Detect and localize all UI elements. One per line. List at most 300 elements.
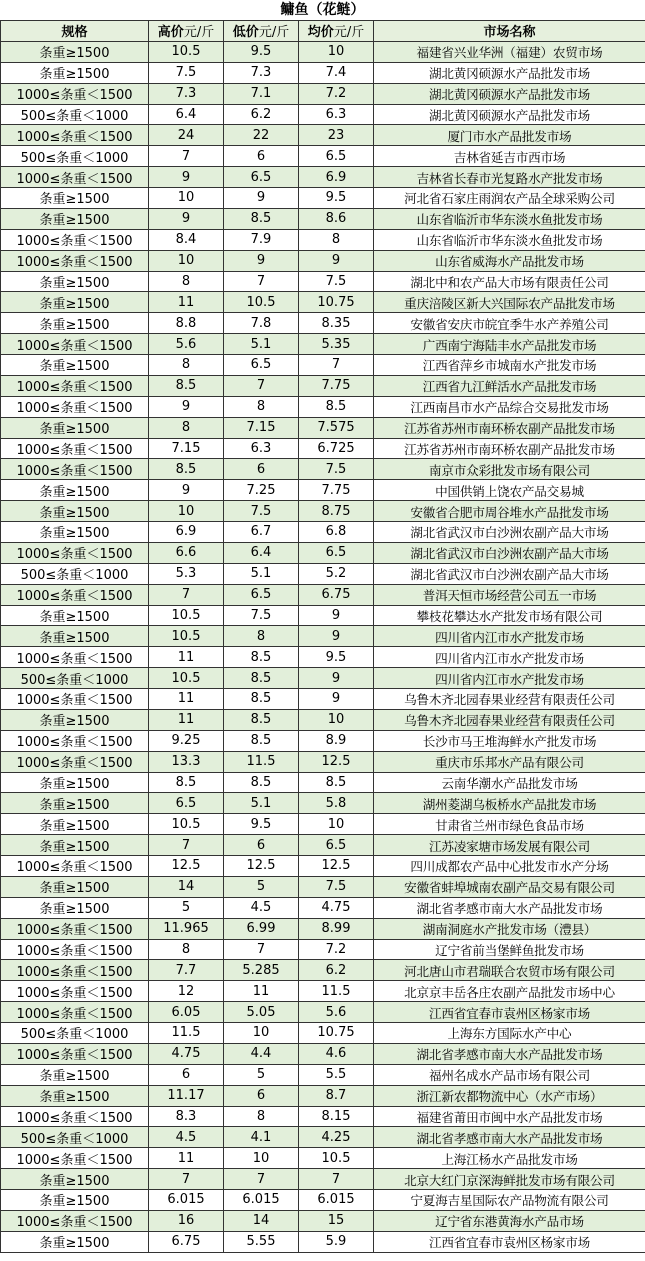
cell-low-price: 14 (224, 1210, 299, 1231)
cell-avg-price: 8.35 (299, 313, 374, 334)
table-row (1, 229, 645, 250)
cell-high-price: 6.9 (149, 522, 224, 543)
cell-spec: 1000≤条重＜1500 (1, 981, 149, 1002)
cell-market: 重庆市乐邦水产品有限公司 (374, 751, 645, 772)
cell-avg-price: 6.75 (299, 584, 374, 605)
cell-avg-price: 9 (299, 605, 374, 626)
table-row (1, 396, 645, 417)
cell-market: 湖南洞庭水产批发市场（澧县） (374, 918, 645, 939)
cell-high-price: 6.015 (149, 1190, 224, 1211)
cell-low-price: 7 (224, 1169, 299, 1190)
cell-low-price: 7.5 (224, 501, 299, 522)
cell-spec: 条重≥1500 (1, 605, 149, 626)
cell-market: 湖北省孝感市南大水产品批发市场 (374, 1127, 645, 1148)
cell-low-price: 6.99 (224, 918, 299, 939)
cell-avg-price: 5.8 (299, 793, 374, 814)
table-row (1, 459, 645, 480)
table-row (1, 856, 645, 877)
cell-spec: 1000≤条重＜1500 (1, 229, 149, 250)
cell-market: 江苏省苏州市南环桥农副产品批发市场 (374, 417, 645, 438)
cell-avg-price: 6.2 (299, 960, 374, 981)
cell-avg-price: 7.5 (299, 876, 374, 897)
cell-avg-price: 4.6 (299, 1043, 374, 1064)
cell-avg-price: 5.9 (299, 1231, 374, 1252)
cell-market: 安徽省合肥市周谷堆水产品批发市场 (374, 501, 645, 522)
cell-market: 普洱天恒市场经营公司五一市场 (374, 584, 645, 605)
cell-avg-price: 8.75 (299, 501, 374, 522)
cell-spec: 1000≤条重＜1500 (1, 459, 149, 480)
cell-low-price: 9.5 (224, 41, 299, 62)
cell-market: 江西省九江鲜活水产品批发市场 (374, 375, 645, 396)
cell-high-price: 12 (149, 981, 224, 1002)
cell-market: 福建省兴业华洲（福建）农贸市场 (374, 41, 645, 62)
cell-high-price: 10.5 (149, 605, 224, 626)
cell-avg-price: 7.5 (299, 271, 374, 292)
cell-spec: 1000≤条重＜1500 (1, 751, 149, 772)
cell-avg-price: 4.75 (299, 897, 374, 918)
table-row (1, 83, 645, 104)
cell-low-price: 8.5 (224, 668, 299, 689)
cell-high-price: 7 (149, 1169, 224, 1190)
cell-spec: 1000≤条重＜1500 (1, 167, 149, 188)
cell-spec: 500≤条重＜1000 (1, 104, 149, 125)
cell-high-price: 8.8 (149, 313, 224, 334)
cell-high-price: 10.5 (149, 41, 224, 62)
cell-high-price: 8.5 (149, 375, 224, 396)
cell-high-price: 9 (149, 396, 224, 417)
cell-spec: 1000≤条重＜1500 (1, 375, 149, 396)
cell-high-price: 7 (149, 835, 224, 856)
cell-spec: 1000≤条重＜1500 (1, 918, 149, 939)
cell-high-price: 9.25 (149, 730, 224, 751)
cell-spec: 500≤条重＜1000 (1, 563, 149, 584)
cell-avg-price: 11.5 (299, 981, 374, 1002)
cell-avg-price: 6.725 (299, 438, 374, 459)
cell-spec: 条重≥1500 (1, 876, 149, 897)
cell-high-price: 6.4 (149, 104, 224, 125)
table-row (1, 355, 645, 376)
cell-spec: 500≤条重＜1000 (1, 1023, 149, 1044)
table-row (1, 208, 645, 229)
cell-market: 四川省内江市水产批发市场 (374, 668, 645, 689)
cell-high-price: 8.5 (149, 772, 224, 793)
cell-spec: 条重≥1500 (1, 292, 149, 313)
cell-high-price: 4.75 (149, 1043, 224, 1064)
cell-low-price: 6.7 (224, 522, 299, 543)
cell-market: 江西省宜春市袁州区杨家市场 (374, 1002, 645, 1023)
cell-spec: 1000≤条重＜1500 (1, 856, 149, 877)
table-row (1, 835, 645, 856)
table-row (1, 563, 645, 584)
cell-market: 福州名成水产品市场有限公司 (374, 1064, 645, 1085)
cell-low-price: 8 (224, 396, 299, 417)
cell-low-price: 9 (224, 250, 299, 271)
cell-avg-price: 5.2 (299, 563, 374, 584)
cell-high-price: 11 (149, 1148, 224, 1169)
cell-high-price: 16 (149, 1210, 224, 1231)
cell-market: 上海东方国际水产中心 (374, 1023, 645, 1044)
table-row (1, 1231, 645, 1252)
cell-market: 湖北省孝感市南大水产品批发市场 (374, 1043, 645, 1064)
cell-market: 宁夏海吉星国际农产品物流有限公司 (374, 1190, 645, 1211)
cell-spec: 1000≤条重＜1500 (1, 438, 149, 459)
cell-low-price: 6.3 (224, 438, 299, 459)
table-row (1, 188, 645, 209)
cell-spec: 条重≥1500 (1, 793, 149, 814)
cell-high-price: 9 (149, 480, 224, 501)
cell-spec: 条重≥1500 (1, 835, 149, 856)
header-avg-label: 均价 (307, 25, 334, 41)
cell-high-price: 8 (149, 417, 224, 438)
cell-market: 四川省内江市水产批发市场 (374, 626, 645, 647)
cell-market: 湖北黄冈硕源水产品批发市场 (374, 62, 645, 83)
cell-avg-price: 5.5 (299, 1064, 374, 1085)
cell-avg-price: 7 (299, 355, 374, 376)
cell-spec: 条重≥1500 (1, 1231, 149, 1252)
table-row (1, 1169, 645, 1190)
cell-market: 河北唐山市君瑞联合农贸市场有限公司 (374, 960, 645, 981)
table-row (1, 167, 645, 188)
cell-low-price: 6.4 (224, 542, 299, 563)
cell-spec: 1000≤条重＜1500 (1, 960, 149, 981)
cell-avg-price: 9 (299, 250, 374, 271)
cell-spec: 1000≤条重＜1500 (1, 83, 149, 104)
cell-high-price: 8 (149, 355, 224, 376)
cell-spec: 条重≥1500 (1, 271, 149, 292)
cell-avg-price: 9 (299, 668, 374, 689)
table-row (1, 981, 645, 1002)
cell-high-price: 11 (149, 647, 224, 668)
cell-market: 上海江杨水产品批发市场 (374, 1148, 645, 1169)
cell-avg-price: 10.5 (299, 1148, 374, 1169)
table-row (1, 939, 645, 960)
cell-low-price: 8.5 (224, 730, 299, 751)
cell-avg-price: 12.5 (299, 856, 374, 877)
cell-spec: 条重≥1500 (1, 313, 149, 334)
cell-high-price: 14 (149, 876, 224, 897)
table-row (1, 918, 645, 939)
cell-high-price: 6.6 (149, 542, 224, 563)
cell-spec: 1000≤条重＜1500 (1, 542, 149, 563)
cell-high-price: 8 (149, 939, 224, 960)
cell-avg-price: 9 (299, 689, 374, 710)
cell-spec: 500≤条重＜1000 (1, 668, 149, 689)
cell-market: 重庆涪陵区新大兴国际农产品批发市场 (374, 292, 645, 313)
cell-market: 南京市众彩批发市场有限公司 (374, 459, 645, 480)
cell-market: 山东省威海水产品批发市场 (374, 250, 645, 271)
table-row (1, 522, 645, 543)
cell-low-price: 4.4 (224, 1043, 299, 1064)
cell-low-price: 8.5 (224, 709, 299, 730)
table-row (1, 1043, 645, 1064)
cell-avg-price: 7.2 (299, 939, 374, 960)
cell-avg-price: 6.9 (299, 167, 374, 188)
cell-avg-price: 9 (299, 626, 374, 647)
cell-market: 江苏省苏州市南环桥农副产品批发市场 (374, 438, 645, 459)
cell-high-price: 11 (149, 689, 224, 710)
cell-market: 辽宁省东港黄海水产品市场 (374, 1210, 645, 1231)
cell-avg-price: 7.5 (299, 459, 374, 480)
price-table (0, 20, 645, 1253)
cell-high-price: 8 (149, 271, 224, 292)
cell-high-price: 6.75 (149, 1231, 224, 1252)
table-row (1, 375, 645, 396)
cell-high-price: 5.3 (149, 563, 224, 584)
table-body (1, 41, 645, 1252)
table-row (1, 960, 645, 981)
cell-low-price: 4.1 (224, 1127, 299, 1148)
table-row (1, 876, 645, 897)
cell-avg-price: 8.5 (299, 772, 374, 793)
cell-high-price: 7 (149, 146, 224, 167)
cell-market: 湖北中和农产品大市场有限责任公司 (374, 271, 645, 292)
cell-low-price: 6.5 (224, 167, 299, 188)
cell-low-price: 5.1 (224, 793, 299, 814)
cell-avg-price: 12.5 (299, 751, 374, 772)
table-row (1, 62, 645, 83)
cell-low-price: 22 (224, 125, 299, 146)
cell-market: 辽宁省前当堡鲜鱼批发市场 (374, 939, 645, 960)
cell-spec: 1000≤条重＜1500 (1, 647, 149, 668)
table-row (1, 647, 645, 668)
cell-high-price: 11 (149, 292, 224, 313)
header-high-label: 高价 (157, 25, 184, 41)
cell-spec: 条重≥1500 (1, 501, 149, 522)
cell-market: 江西省宜春市袁州区杨家市场 (374, 1231, 645, 1252)
cell-avg-price: 8 (299, 229, 374, 250)
cell-avg-price: 7.75 (299, 480, 374, 501)
cell-avg-price: 10.75 (299, 292, 374, 313)
cell-low-price: 6 (224, 835, 299, 856)
cell-low-price: 6.5 (224, 584, 299, 605)
cell-avg-price: 8.99 (299, 918, 374, 939)
cell-high-price: 5 (149, 897, 224, 918)
cell-low-price: 10 (224, 1148, 299, 1169)
table-row (1, 584, 645, 605)
cell-low-price: 8 (224, 1106, 299, 1127)
cell-low-price: 4.5 (224, 897, 299, 918)
cell-low-price: 9.5 (224, 814, 299, 835)
cell-high-price: 11.5 (149, 1023, 224, 1044)
cell-high-price: 4.5 (149, 1127, 224, 1148)
cell-low-price: 7.15 (224, 417, 299, 438)
header-high-price (149, 21, 224, 42)
cell-market: 乌鲁木齐北园春果业经营有限责任公司 (374, 709, 645, 730)
cell-market: 浙江新农都物流中心（水产市场） (374, 1085, 645, 1106)
table-row (1, 814, 645, 835)
cell-high-price: 10.5 (149, 626, 224, 647)
cell-market: 云南华潮水产品批发市场 (374, 772, 645, 793)
cell-low-price: 5.55 (224, 1231, 299, 1252)
table-row (1, 480, 645, 501)
cell-market: 湖北省武汉市白沙洲农副产品大市场 (374, 563, 645, 584)
cell-spec: 1000≤条重＜1500 (1, 1106, 149, 1127)
cell-high-price: 12.5 (149, 856, 224, 877)
cell-market: 安徽省蚌埠城南农副产品交易有限公司 (374, 876, 645, 897)
cell-avg-price: 8.5 (299, 396, 374, 417)
cell-avg-price: 5.6 (299, 1002, 374, 1023)
table-row (1, 1148, 645, 1169)
cell-market: 江西省萍乡市城南水产批发市场 (374, 355, 645, 376)
cell-spec: 500≤条重＜1000 (1, 1127, 149, 1148)
cell-low-price: 9 (224, 188, 299, 209)
cell-spec: 条重≥1500 (1, 41, 149, 62)
cell-low-price: 5.1 (224, 563, 299, 584)
cell-low-price: 7.3 (224, 62, 299, 83)
cell-avg-price: 7.575 (299, 417, 374, 438)
header-low-label: 低价 (232, 25, 259, 41)
table-row (1, 1210, 645, 1231)
header-avg-price (299, 21, 374, 42)
cell-market: 长沙市马王堆海鲜水产批发市场 (374, 730, 645, 751)
cell-avg-price: 15 (299, 1210, 374, 1231)
cell-high-price: 9 (149, 208, 224, 229)
cell-spec: 500≤条重＜1000 (1, 146, 149, 167)
cell-market: 湖北省武汉市白沙洲农副产品大市场 (374, 522, 645, 543)
cell-avg-price: 8.9 (299, 730, 374, 751)
cell-low-price: 7.8 (224, 313, 299, 334)
cell-avg-price: 6.5 (299, 542, 374, 563)
cell-market: 吉林省延吉市西市场 (374, 146, 645, 167)
table-row (1, 1002, 645, 1023)
cell-spec: 条重≥1500 (1, 208, 149, 229)
cell-market: 湖北黄冈硕源水产品批发市场 (374, 83, 645, 104)
cell-high-price: 7.5 (149, 62, 224, 83)
cell-avg-price: 6.5 (299, 146, 374, 167)
cell-avg-price: 8.6 (299, 208, 374, 229)
cell-low-price: 5.05 (224, 1002, 299, 1023)
cell-spec: 1000≤条重＜1500 (1, 730, 149, 751)
cell-low-price: 6.5 (224, 355, 299, 376)
table-row (1, 1190, 645, 1211)
cell-low-price: 11 (224, 981, 299, 1002)
cell-spec: 条重≥1500 (1, 626, 149, 647)
cell-avg-price: 9.5 (299, 188, 374, 209)
cell-low-price: 12.5 (224, 856, 299, 877)
cell-high-price: 10.5 (149, 814, 224, 835)
table-row (1, 668, 645, 689)
cell-spec: 1000≤条重＜1500 (1, 689, 149, 710)
cell-market: 湖北省武汉市白沙洲农副产品大市场 (374, 542, 645, 563)
cell-spec: 1000≤条重＜1500 (1, 939, 149, 960)
cell-high-price: 11.17 (149, 1085, 224, 1106)
cell-low-price: 6 (224, 146, 299, 167)
cell-spec: 1000≤条重＜1500 (1, 1210, 149, 1231)
cell-market: 乌鲁木齐北园春果业经营有限责任公司 (374, 689, 645, 710)
cell-avg-price: 5.35 (299, 334, 374, 355)
cell-avg-price: 8.7 (299, 1085, 374, 1106)
cell-market: 河北省石家庄雨润农产品全球采购公司 (374, 188, 645, 209)
cell-high-price: 6.05 (149, 1002, 224, 1023)
cell-low-price: 7.5 (224, 605, 299, 626)
table-row (1, 689, 645, 710)
cell-spec: 1000≤条重＜1500 (1, 584, 149, 605)
table-row (1, 313, 645, 334)
cell-low-price: 7.25 (224, 480, 299, 501)
cell-avg-price: 10 (299, 814, 374, 835)
table-row (1, 772, 645, 793)
cell-high-price: 10 (149, 501, 224, 522)
header-high-unit: 元/斤 (183, 25, 215, 41)
cell-low-price: 5.285 (224, 960, 299, 981)
cell-market: 四川省内江市水产批发市场 (374, 647, 645, 668)
table-row (1, 626, 645, 647)
cell-low-price: 6.2 (224, 104, 299, 125)
cell-low-price: 5.1 (224, 334, 299, 355)
cell-spec: 条重≥1500 (1, 480, 149, 501)
table-row (1, 501, 645, 522)
table-row (1, 542, 645, 563)
cell-spec: 条重≥1500 (1, 62, 149, 83)
table-row (1, 1085, 645, 1106)
cell-avg-price: 8.15 (299, 1106, 374, 1127)
cell-spec: 1000≤条重＜1500 (1, 1043, 149, 1064)
cell-low-price: 5 (224, 1064, 299, 1085)
cell-high-price: 10 (149, 250, 224, 271)
cell-high-price: 8.4 (149, 229, 224, 250)
header-market: 市场名称 (374, 21, 645, 42)
cell-market: 江西南昌市水产品综合交易批发市场 (374, 396, 645, 417)
cell-high-price: 10.5 (149, 668, 224, 689)
cell-spec: 条重≥1500 (1, 355, 149, 376)
cell-high-price: 11.965 (149, 918, 224, 939)
table-row (1, 709, 645, 730)
cell-high-price: 7.15 (149, 438, 224, 459)
cell-market: 北京大红门京深海鲜批发市场有限公司 (374, 1169, 645, 1190)
table-row (1, 1106, 645, 1127)
header-low-unit: 元/斤 (258, 25, 290, 41)
cell-spec: 条重≥1500 (1, 772, 149, 793)
cell-low-price: 7 (224, 271, 299, 292)
table-row (1, 417, 645, 438)
table-row (1, 250, 645, 271)
cell-low-price: 7.1 (224, 83, 299, 104)
cell-high-price: 13.3 (149, 751, 224, 772)
table-row (1, 104, 645, 125)
table-row (1, 271, 645, 292)
cell-spec: 1000≤条重＜1500 (1, 125, 149, 146)
table-row (1, 146, 645, 167)
cell-spec: 条重≥1500 (1, 1169, 149, 1190)
cell-avg-price: 7.2 (299, 83, 374, 104)
cell-spec: 条重≥1500 (1, 709, 149, 730)
cell-avg-price: 6.8 (299, 522, 374, 543)
cell-low-price: 7.9 (224, 229, 299, 250)
cell-market: 安徽省安庆市皖宜季牛水产养殖公司 (374, 313, 645, 334)
cell-spec: 1000≤条重＜1500 (1, 1148, 149, 1169)
cell-spec: 条重≥1500 (1, 1190, 149, 1211)
cell-market: 吉林省长春市光复路水产批发市场 (374, 167, 645, 188)
cell-spec: 条重≥1500 (1, 522, 149, 543)
cell-low-price: 11.5 (224, 751, 299, 772)
table-row (1, 793, 645, 814)
cell-low-price: 8.5 (224, 208, 299, 229)
cell-spec: 1000≤条重＜1500 (1, 396, 149, 417)
sheet-title: 鳙鱼（花鲢） (0, 0, 645, 20)
cell-spec: 1000≤条重＜1500 (1, 334, 149, 355)
cell-avg-price: 7.4 (299, 62, 374, 83)
cell-spec: 条重≥1500 (1, 1085, 149, 1106)
cell-spec: 条重≥1500 (1, 814, 149, 835)
cell-market: 四川成都农产品中心批发市水产分场 (374, 856, 645, 877)
table-row (1, 1023, 645, 1044)
cell-avg-price: 10 (299, 709, 374, 730)
table-row (1, 897, 645, 918)
cell-market: 山东省临沂市华东淡水鱼批发市场 (374, 208, 645, 229)
table-row (1, 730, 645, 751)
cell-low-price: 6.015 (224, 1190, 299, 1211)
cell-market: 湖北黄冈硕源水产品批发市场 (374, 104, 645, 125)
